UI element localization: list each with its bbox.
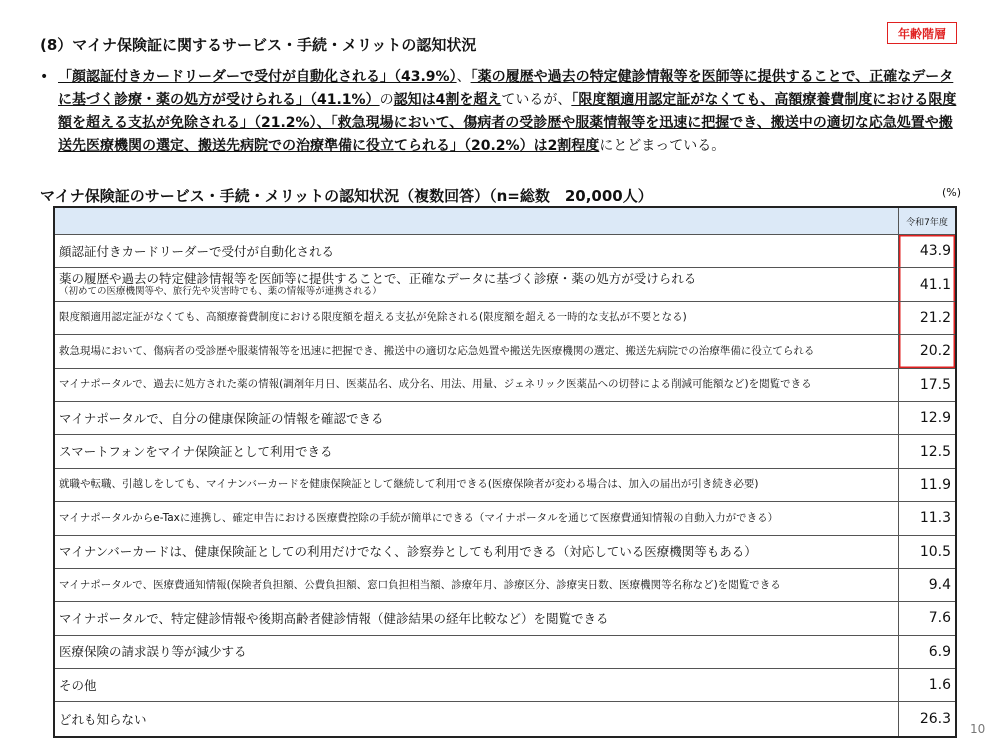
row-value: 10.5 bbox=[919, 543, 951, 560]
row-label: マイナポータルで、過去に処方された薬の情報(調剤年月日、医薬品名、成分名、用法、用量、ジェネリック医薬品への切替による削減可能額など)を閲覧できる bbox=[59, 378, 812, 391]
row-label-cell bbox=[55, 702, 899, 735]
row-label: 救急現場において、傷病者の受診歴や服薬情報等を迅速に把握でき、搬送中の適切な応急処置や搬送先医療機関の選定、搬送先病院での治療準備に役立てられる bbox=[59, 344, 815, 357]
bullet-part: 「顔認証付きカードリーダーで受付が自動化される」（43.9%） bbox=[58, 69, 457, 85]
row-value: 41.1 bbox=[899, 268, 955, 300]
row-label: マイナポータルで、自分の健康保険証の情報を確認できる bbox=[59, 410, 384, 426]
bullet-dot: • bbox=[40, 69, 49, 85]
row-label-cell bbox=[55, 669, 899, 701]
bullet-part: 認知は4割を超え bbox=[393, 92, 502, 108]
row-label: その他 bbox=[59, 677, 97, 693]
summary-bullet bbox=[40, 66, 965, 158]
row-label: マイナンバーカードは、健康保険証としての利用だけでなく、診察券としても利用できる（対応している医療機関等もある） bbox=[59, 544, 757, 560]
age-group-badge: 年齢階層 bbox=[887, 22, 957, 44]
row-value: 12.5 bbox=[919, 443, 951, 460]
row-value: 11.9 bbox=[919, 476, 951, 493]
table-header bbox=[55, 208, 955, 235]
row-label-cell bbox=[55, 268, 899, 300]
bullet-text bbox=[58, 66, 958, 158]
table-body bbox=[55, 235, 955, 736]
table-row bbox=[55, 268, 955, 301]
row-label-cell bbox=[55, 302, 899, 334]
row-label-cell bbox=[55, 369, 899, 401]
row-label-cell bbox=[55, 435, 899, 467]
row-label: マイナポータルで、特定健診情報や後期高齢者健診情報（健診結果の経年比較など）を閲覧できる bbox=[59, 610, 609, 626]
row-value: 43.9 bbox=[899, 235, 955, 267]
row-label: 薬の履歴や過去の特定健診情報等を医師等に提供することで、正確なデータに基づく診療・薬の処方が受けられる bbox=[59, 271, 697, 287]
row-label: スマートフォンをマイナ保険証として利用できる bbox=[59, 444, 333, 460]
bullet-part: の bbox=[379, 92, 394, 108]
row-value: 11.3 bbox=[919, 510, 951, 527]
row-label-cell bbox=[55, 502, 899, 534]
table-row bbox=[55, 569, 955, 602]
bullet-part: 、 bbox=[456, 69, 471, 85]
row-label-cell bbox=[55, 569, 899, 601]
table-title: マイナ保険証のサービス・手続・メリットの認知状況（複数回答）（n=総数 20,000人） bbox=[40, 187, 653, 205]
row-value: 17.5 bbox=[919, 376, 951, 393]
row-value: 6.9 bbox=[928, 643, 951, 660]
row-label: マイナポータルで、医療費通知情報(保険者負担額、公費負担額、窓口負担相当額、診療年月、診療区分、診療実日数、医療機関等名称など)を閲覧できる bbox=[59, 578, 781, 591]
bullet-part: 「薬の履歴や過去の特定健診情報等を医師等に提供することで、正確なデータに基づく診療・薬の処方が受けられる」（41.1%） bbox=[58, 69, 954, 108]
row-label-cell bbox=[55, 335, 899, 367]
table-row bbox=[55, 536, 955, 569]
row-value: 12.9 bbox=[919, 410, 951, 427]
table-row bbox=[55, 235, 955, 268]
table-row bbox=[55, 402, 955, 435]
row-label: 限度額適用認定証がなくても、高額療養費制度における限度額を超える支払が免除される(限度額を超える一時的な支払が不要となる) bbox=[59, 311, 687, 324]
table-row bbox=[55, 636, 955, 669]
table-row bbox=[55, 702, 955, 735]
bullet-part: 「限度額適用認定証がなくても、高額療養費制度における限度額を超える支払が免除される」（21.2%）、「救急現場において、傷病者の受診歴や服薬情報等を迅速に把握でき、搬送中の適切な応急処置や搬送先医療機関の選定、搬送先病院での治療準備に役立てられる」（20.2%）は2割程度 bbox=[58, 92, 957, 154]
row-label-cell bbox=[55, 536, 899, 568]
row-label-cell bbox=[55, 602, 899, 634]
table-row bbox=[55, 335, 955, 368]
row-label-cell bbox=[55, 402, 899, 434]
table-row bbox=[55, 435, 955, 468]
row-value: 26.3 bbox=[919, 711, 951, 728]
row-sublabel: （初めての医療機関等や、旅行先や災害時でも、薬の情報等が連携される） bbox=[59, 286, 382, 298]
row-label: 就職や転職、引越しをしても、マイナンバーカードを健康保険証として継続して利用できる(医療保険者が変わる場合は、加入の届出が引き続き必要) bbox=[59, 478, 759, 491]
row-label: 医療保険の請求誤り等が減少する bbox=[59, 644, 247, 660]
bullet-part: ているが、 bbox=[501, 92, 572, 108]
row-label: 顔認証付きカードリーダーで受付が自動化される bbox=[59, 243, 335, 259]
section-heading: (8）マイナ保険証に関するサービス・手続・メリットの認知状況 bbox=[40, 36, 477, 54]
row-label-cell bbox=[55, 636, 899, 668]
table-row bbox=[55, 602, 955, 635]
page-number: 10 bbox=[970, 722, 986, 736]
row-value: 20.2 bbox=[899, 335, 955, 367]
awareness-table bbox=[53, 206, 957, 738]
row-label: どれも知らない bbox=[59, 711, 147, 727]
year-header: 令和7年度 bbox=[906, 217, 948, 228]
table-row bbox=[55, 669, 955, 702]
table-row bbox=[55, 502, 955, 535]
row-label-cell bbox=[55, 469, 899, 501]
row-value: 7.6 bbox=[928, 610, 951, 627]
row-value: 9.4 bbox=[928, 577, 951, 594]
bullet-part: にとどまっている。 bbox=[599, 138, 726, 154]
row-label-cell bbox=[55, 235, 899, 267]
unit-label: (%) bbox=[942, 186, 962, 199]
row-label: マイナポータルからe-Taxに連携し、確定申告における医療費控除の手続が簡単にできる（マイナポータルを通じて医療費通知情報の自動入力ができる） bbox=[59, 511, 779, 524]
row-value: 1.6 bbox=[928, 677, 951, 694]
table-row bbox=[55, 469, 955, 502]
header-label-cell bbox=[55, 208, 899, 234]
row-value: 21.2 bbox=[899, 302, 955, 334]
table-row bbox=[55, 369, 955, 402]
table-row bbox=[55, 302, 955, 335]
